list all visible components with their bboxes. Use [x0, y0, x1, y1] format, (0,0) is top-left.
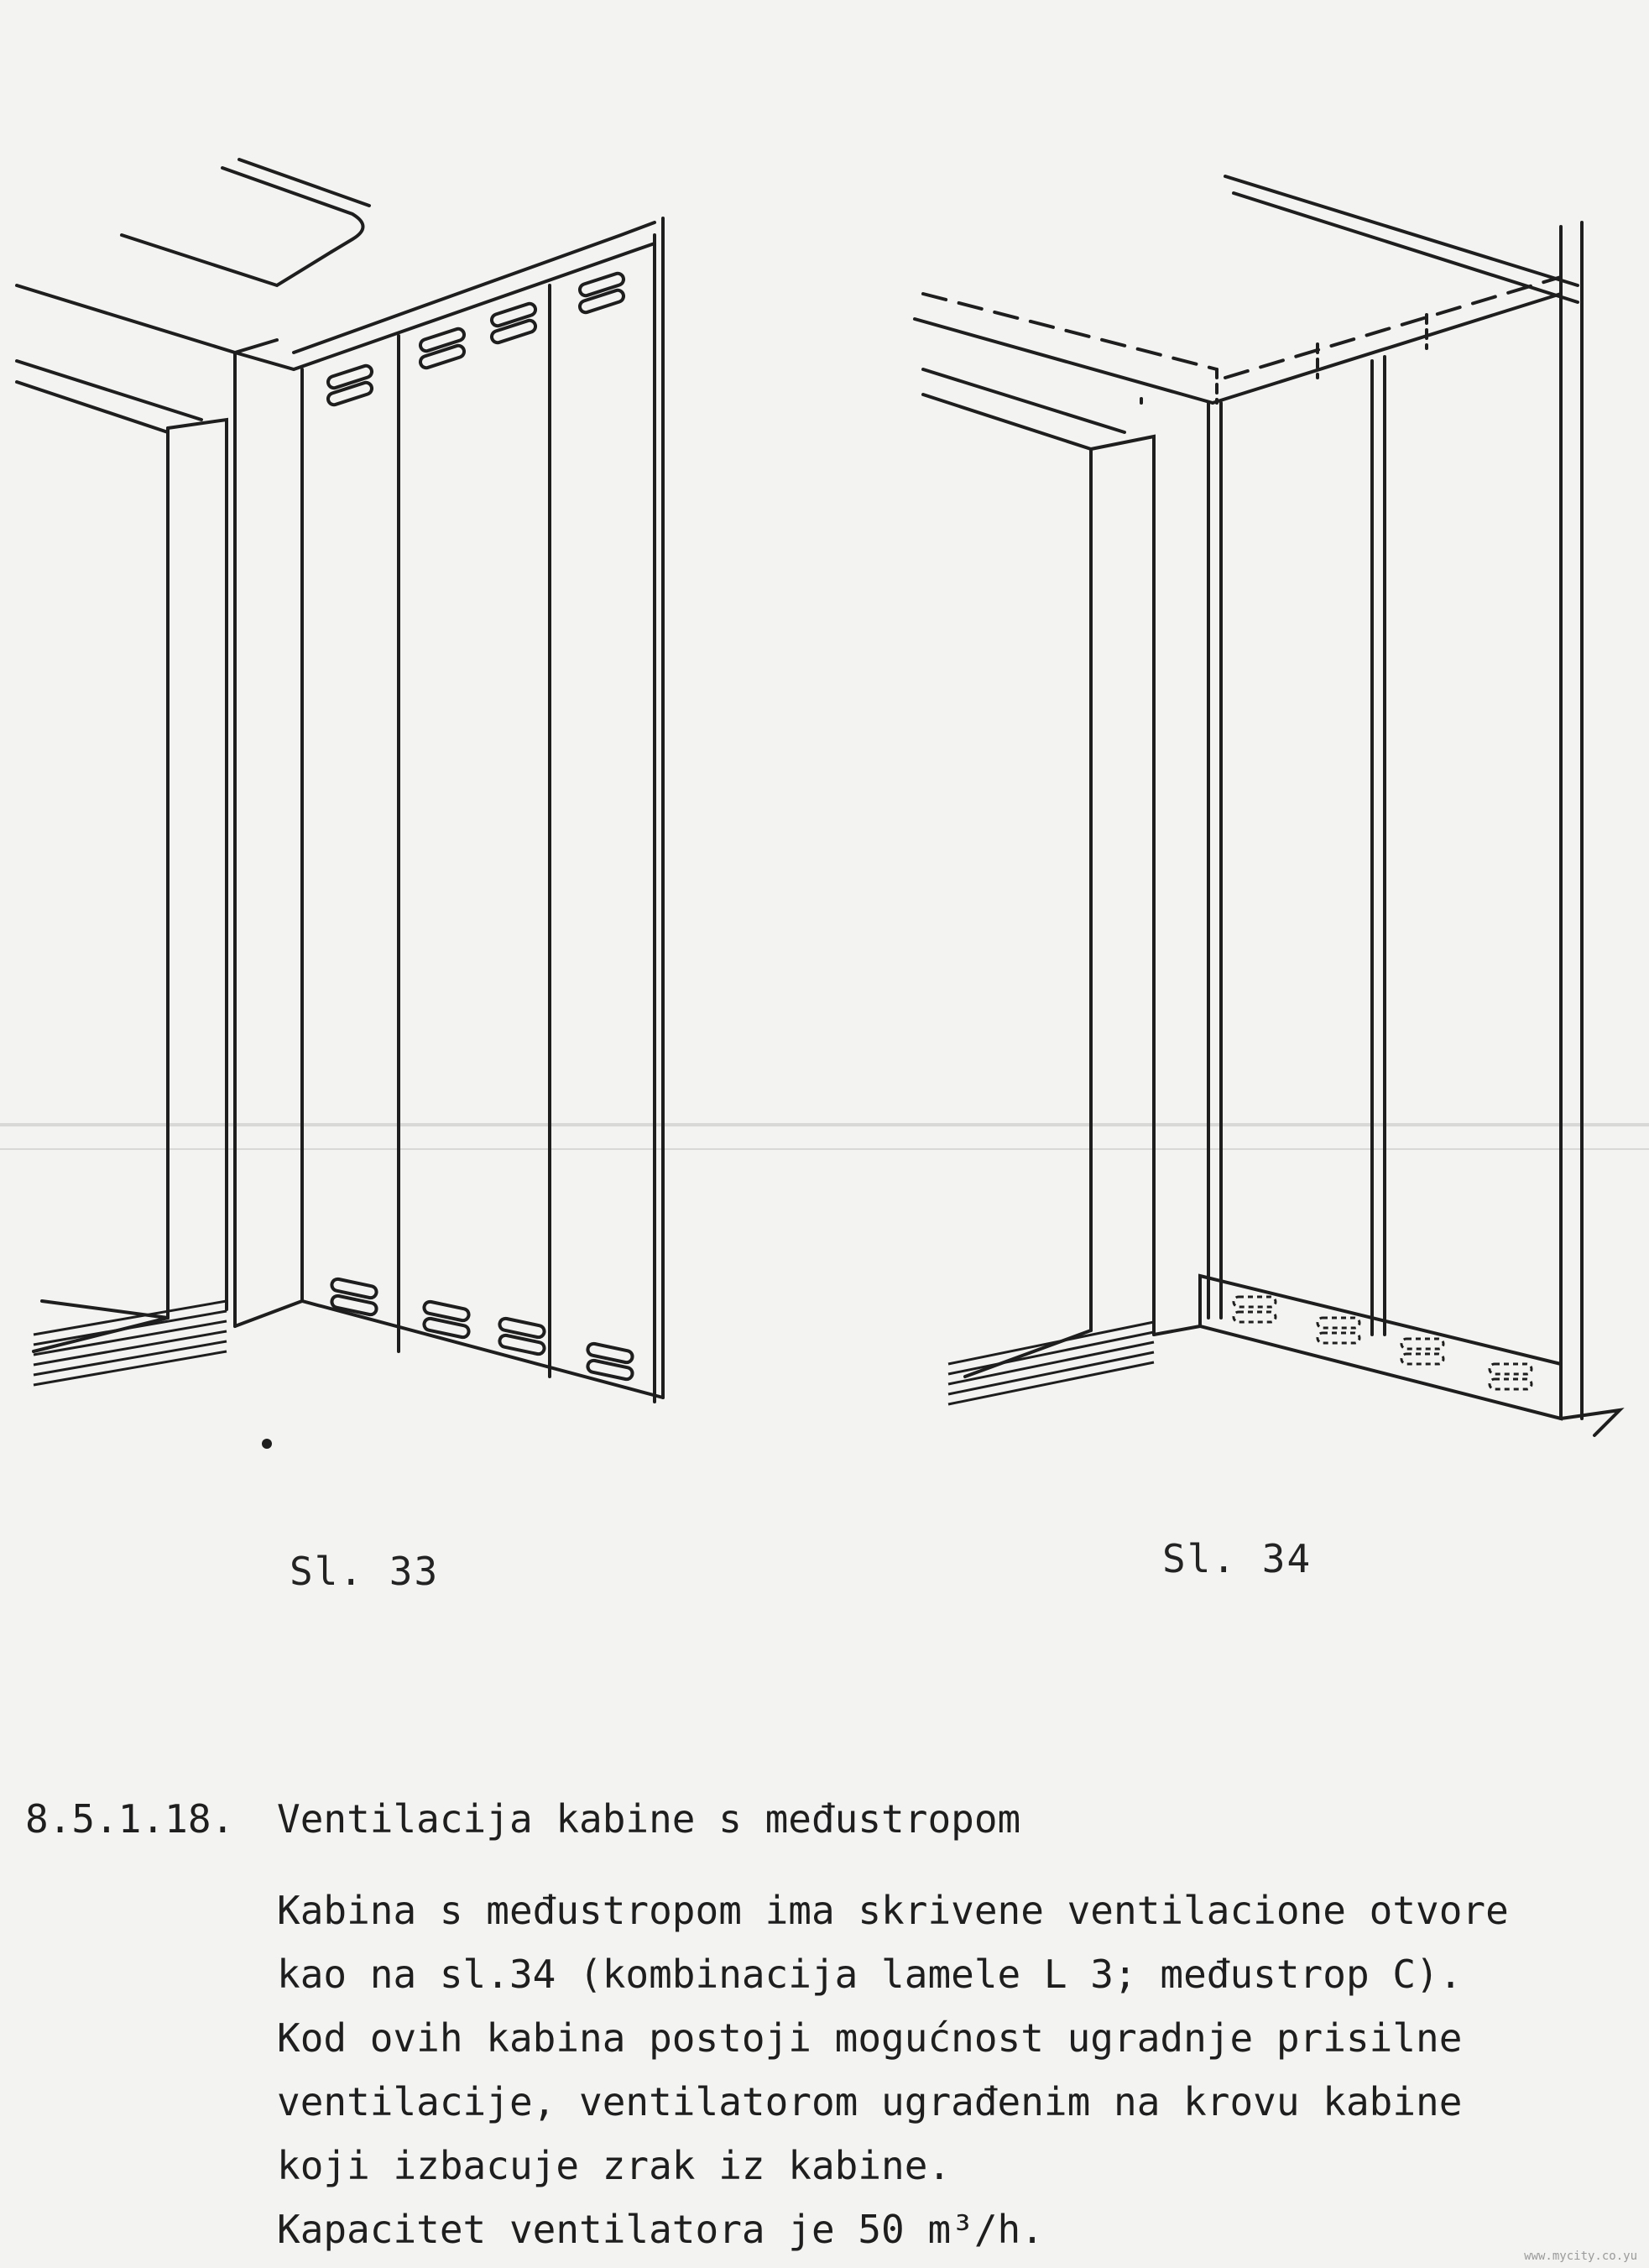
figure-34-caption: Sl. 34	[1162, 1536, 1312, 1581]
figure-33-drawing	[0, 126, 688, 1469]
figure-34-drawing	[881, 126, 1636, 1494]
watermark: www.mycity.co.yu	[1524, 2250, 1637, 2263]
body-line: Kabina s međustropom ima skrivene ventilacione otvore	[277, 1888, 1509, 1933]
section-body	[277, 1879, 1636, 2261]
section-title: Ventilacija kabine s međustropom	[277, 1796, 1021, 1842]
body-line: ventilacije, ventilatorom ugrađenim na krovu kabine	[277, 2079, 1463, 2124]
body-line: Kod ovih kabina postoji mogućnost ugradnje prisilne	[277, 2015, 1463, 2061]
body-line: koji izbacuje zrak iz kabine.	[277, 2143, 952, 2188]
section-number: 8.5.1.18.	[25, 1796, 235, 1842]
body-line: kao na sl.34 (kombinacija lamele L 3; međustrop C).	[277, 1952, 1463, 1997]
body-line: Kapacitet ventilatora je 50 m³/h.	[277, 2207, 1044, 2252]
figure-33-caption: Sl. 33	[290, 1549, 440, 1594]
